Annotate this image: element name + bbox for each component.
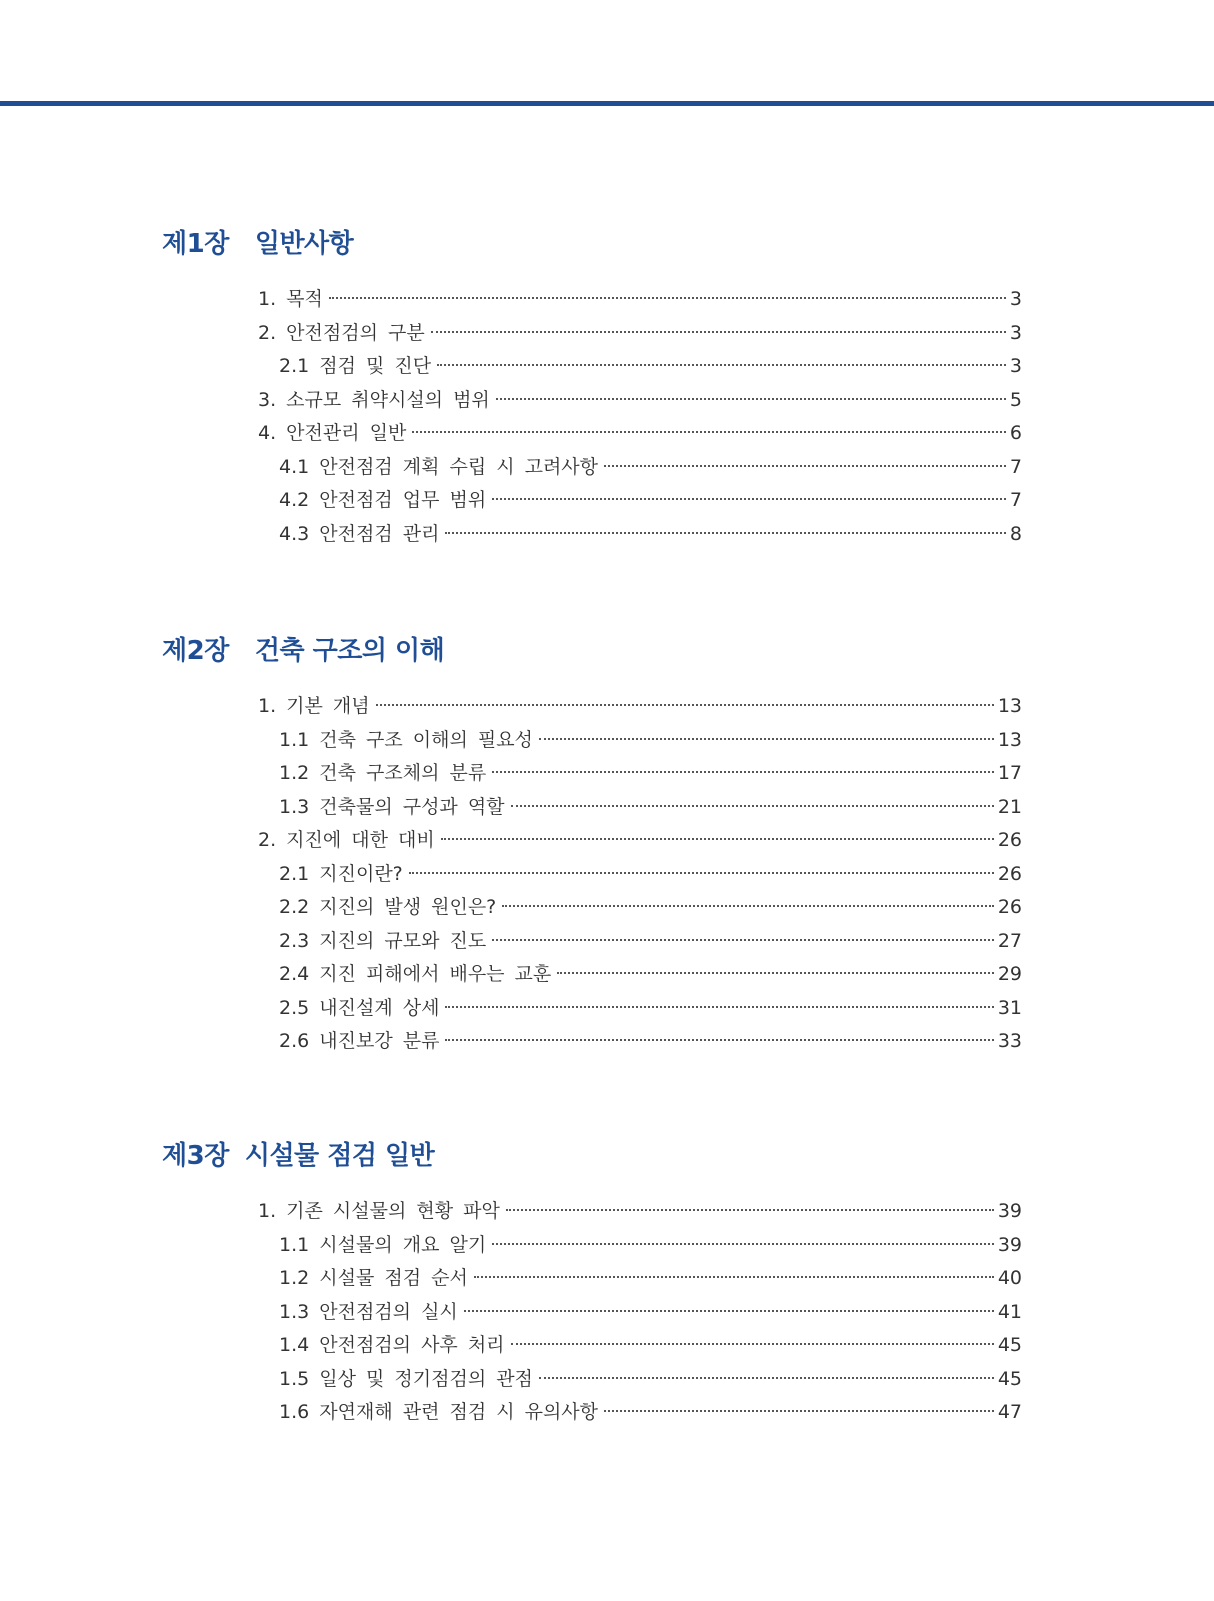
dot-leader <box>502 905 994 907</box>
toc-entry-page: 21 <box>997 795 1022 818</box>
toc-entry-page: 33 <box>997 1030 1022 1052</box>
toc-entry-page: 47 <box>997 1401 1022 1423</box>
toc-entry-page: 3 <box>1009 355 1022 377</box>
dot-leader <box>431 331 1006 333</box>
dot-leader <box>604 465 1006 467</box>
chapter-name: 시설물 점검 일반 <box>244 1141 435 1171</box>
toc-list <box>162 1195 1062 1430</box>
toc-entry[interactable] <box>279 1229 1022 1263</box>
chapter-title <box>162 631 1062 671</box>
toc-entry[interactable] <box>279 958 1022 992</box>
toc-entry-label: 4.1 안전점검 계획 수립 시 고려사항 <box>279 455 599 478</box>
toc-entry[interactable] <box>279 1329 1022 1363</box>
chapter-title <box>162 224 1062 264</box>
toc-entry-page: 39 <box>997 1200 1022 1222</box>
dot-leader <box>511 805 994 807</box>
toc-entry-page: 5 <box>1009 388 1022 411</box>
toc-entry-page: 26 <box>997 862 1022 885</box>
chapter-name: 건축 구조의 이해 <box>254 636 445 666</box>
toc-entry-label: 1.5 일상 및 정기점검의 관점 <box>279 1367 533 1390</box>
toc-entry[interactable] <box>279 451 1022 485</box>
header-rule <box>0 101 1214 106</box>
toc-entry[interactable] <box>279 925 1022 959</box>
toc-entry[interactable] <box>258 1195 1022 1229</box>
toc-entry-label: 4.2 안전점검 업무 범위 <box>279 489 487 511</box>
chapter-title <box>162 1136 1062 1176</box>
toc-entry-page: 17 <box>997 762 1022 784</box>
toc-entry-label: 2.6 내진보강 분류 <box>279 1030 440 1052</box>
toc-entry[interactable] <box>279 992 1022 1026</box>
toc-list <box>162 690 1062 1059</box>
dot-leader <box>492 1243 994 1245</box>
dot-leader <box>376 704 994 706</box>
toc-entry-page: 45 <box>997 1367 1022 1390</box>
toc-entry-label: 1.6 자연재해 관련 점검 시 유의사항 <box>279 1401 599 1423</box>
dot-leader <box>557 972 994 974</box>
toc-entry[interactable] <box>258 824 1022 858</box>
toc-entry-page: 31 <box>997 996 1022 1019</box>
toc-entry-label: 2.5 내진설계 상세 <box>279 996 440 1019</box>
toc-entry-label: 4.3 안전점검 관리 <box>279 522 440 545</box>
toc-entry-page: 41 <box>997 1300 1022 1323</box>
chapter-number: 제3장 <box>162 1141 229 1171</box>
toc-entry-label: 4. 안전관리 일반 <box>258 422 407 444</box>
toc-entry-label: 3. 소규모 취약시설의 범위 <box>258 388 490 411</box>
dot-leader <box>464 1310 994 1312</box>
dot-leader <box>496 398 1006 400</box>
toc-entry[interactable] <box>279 1396 1022 1430</box>
toc-entry-label: 2. 안전점검의 구분 <box>258 321 425 344</box>
toc-entry-page: 39 <box>997 1233 1022 1256</box>
toc-entry[interactable] <box>279 1296 1022 1330</box>
dot-leader <box>506 1209 994 1211</box>
toc-entry[interactable] <box>279 350 1022 384</box>
toc-entry[interactable] <box>258 283 1022 317</box>
dot-leader <box>492 771 994 773</box>
toc-entry-page: 3 <box>1009 288 1022 310</box>
toc-entry-label: 1. 기존 시설물의 현황 파악 <box>258 1200 500 1222</box>
toc-entry[interactable] <box>279 757 1022 791</box>
dot-leader <box>474 1276 994 1278</box>
toc-entry[interactable] <box>279 791 1022 825</box>
toc-entry[interactable] <box>258 384 1022 418</box>
toc-entry-label: 2.2 지진의 발생 원인은? <box>279 896 497 918</box>
toc-entry-page: 8 <box>1009 522 1022 545</box>
dot-leader <box>437 364 1006 366</box>
dot-leader <box>604 1410 994 1412</box>
toc-entry-page: 13 <box>997 695 1022 717</box>
toc-entry-page: 13 <box>997 728 1022 751</box>
toc-entry-label: 2.4 지진 피해에서 배우는 교훈 <box>279 963 552 985</box>
chapter-1 <box>162 224 1062 551</box>
dot-leader <box>329 297 1006 299</box>
dot-leader <box>492 498 1006 500</box>
toc-entry[interactable] <box>279 1262 1022 1296</box>
toc-entry-label: 2. 지진에 대한 대비 <box>258 829 435 851</box>
chapter-3 <box>162 1136 1062 1430</box>
toc-entry-page: 7 <box>1009 455 1022 478</box>
toc-entry-label: 1.4 안전점검의 사후 처리 <box>279 1334 505 1356</box>
dot-leader <box>445 1006 993 1008</box>
toc-entry-label: 2.1 점검 및 진단 <box>279 355 432 377</box>
toc-entry[interactable] <box>279 724 1022 758</box>
dot-leader <box>511 1343 994 1345</box>
toc-entry-label: 1.3 안전점검의 실시 <box>279 1300 458 1323</box>
toc-entry-label: 1. 기본 개념 <box>258 695 370 717</box>
toc-entry[interactable] <box>279 858 1022 892</box>
toc-entry-page: 29 <box>997 963 1022 985</box>
dot-leader <box>409 872 994 874</box>
toc-entry-page: 40 <box>997 1267 1022 1289</box>
toc-entry[interactable] <box>279 891 1022 925</box>
toc-entry-label: 1.1 시설물의 개요 알기 <box>279 1233 487 1256</box>
dot-leader <box>441 838 994 840</box>
chapter-number: 제1장 <box>162 229 229 259</box>
toc-entry[interactable] <box>258 317 1022 351</box>
toc-entry-page: 27 <box>997 929 1022 952</box>
dot-leader <box>445 532 1005 534</box>
toc-entry-page: 3 <box>1009 321 1022 344</box>
toc-entry[interactable] <box>279 518 1022 552</box>
dot-leader <box>539 1377 994 1379</box>
toc-entry[interactable] <box>279 1025 1022 1059</box>
toc-entry-label: 2.3 지진의 규모와 진도 <box>279 929 487 952</box>
toc-entry-label: 1.2 건축 구조체의 분류 <box>279 762 487 784</box>
toc-entry-page: 7 <box>1009 489 1022 511</box>
dot-leader <box>492 939 994 941</box>
toc-entry[interactable] <box>258 690 1022 724</box>
toc-entry-label: 1. 목적 <box>258 288 323 310</box>
chapter-name: 일반사항 <box>254 229 354 259</box>
toc-entry-page: 26 <box>997 829 1022 851</box>
toc-entry-label: 2.1 지진이란? <box>279 862 403 885</box>
toc-entry[interactable] <box>279 484 1022 518</box>
dot-leader <box>539 738 994 740</box>
toc-entry-page: 26 <box>997 896 1022 918</box>
toc-entry-label: 1.1 건축 구조 이해의 필요성 <box>279 728 533 751</box>
toc-entry[interactable] <box>279 1363 1022 1397</box>
chapter-2 <box>162 631 1062 1059</box>
toc-list <box>162 283 1062 551</box>
chapter-number: 제2장 <box>162 636 229 666</box>
toc-entry-label: 1.2 시설물 점검 순서 <box>279 1267 468 1289</box>
toc-entry-label: 1.3 건축물의 구성과 역할 <box>279 795 505 818</box>
toc-entry-page: 45 <box>997 1334 1022 1356</box>
toc-entry[interactable] <box>258 417 1022 451</box>
dot-leader <box>445 1039 993 1041</box>
dot-leader <box>412 431 1006 433</box>
toc-entry-page: 6 <box>1009 422 1022 444</box>
